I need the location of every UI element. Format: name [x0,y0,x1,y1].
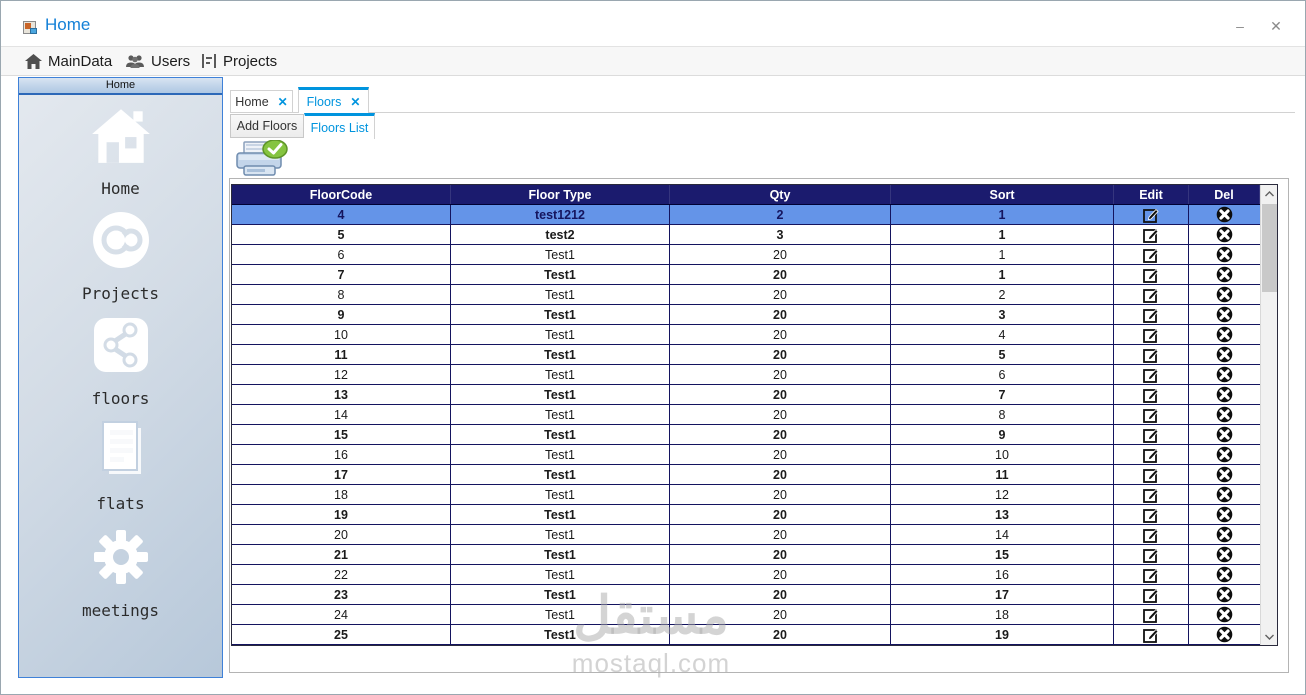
sidebar-item-label: floors [91,389,150,408]
delete-x-icon [1216,426,1233,443]
edit-pencil-icon [1143,287,1159,303]
cell-qty: 2 [670,205,891,224]
delete-button[interactable] [1189,625,1260,644]
delete-button[interactable] [1189,285,1260,304]
watermark-arabic: مستقل [573,587,729,645]
edit-pencil-icon [1143,627,1159,643]
cell-qty: 20 [670,485,891,504]
cell-floortype: Test1 [451,345,670,364]
cell-qty: 20 [670,405,891,424]
tab-add-floors[interactable]: Add Floors [230,114,304,138]
cell-floorcode: 25 [232,625,451,644]
sidebar [18,77,223,678]
cell-sort: 9 [891,425,1114,444]
sidebar-item-floors[interactable] [19,315,222,408]
sidebar-item-label: Projects [81,284,160,303]
table-row[interactable] [232,445,1260,465]
cell-sort: 7 [891,385,1114,404]
cell-floortype: Test1 [451,445,670,464]
cell-floortype: Test1 [451,585,670,604]
delete-button[interactable] [1189,485,1260,504]
cell-sort: 3 [891,305,1114,324]
cell-floortype: Test1 [451,505,670,524]
delete-button[interactable] [1189,445,1260,464]
delete-button[interactable] [1189,225,1260,244]
delete-x-icon [1216,406,1233,423]
edit-pencil-icon [1143,227,1159,243]
tab-label: Home [235,95,269,109]
table-row[interactable] [232,585,1260,605]
tab-floors-list[interactable]: Floors List [304,113,375,139]
edit-button[interactable] [1114,525,1189,544]
cell-floortype: Test1 [451,545,670,564]
edit-button[interactable] [1114,325,1189,344]
delete-x-icon [1216,286,1233,303]
delete-button[interactable] [1189,345,1260,364]
column-header-edit[interactable]: Edit [1114,185,1189,204]
cell-sort: 15 [891,545,1114,564]
cell-floorcode: 11 [232,345,451,364]
cell-floortype: Test1 [451,365,670,384]
delete-x-icon [1216,486,1233,503]
print-button[interactable] [232,140,290,178]
edit-button[interactable] [1114,465,1189,484]
edit-pencil-icon [1143,387,1159,403]
sidebar-item-label: flats [96,494,145,513]
table-row[interactable] [232,625,1260,645]
cell-qty: 20 [670,545,891,564]
delete-x-icon [1216,446,1233,463]
cell-qty: 20 [670,345,891,364]
cell-qty: 20 [670,505,891,524]
cell-floorcode: 4 [232,205,451,224]
table-row[interactable] [232,345,1260,365]
delete-x-icon [1216,606,1233,623]
cell-floortype: test1212 [451,205,670,224]
delete-x-icon [1216,306,1233,323]
cell-sort: 8 [891,405,1114,424]
delete-button[interactable] [1189,465,1260,484]
cell-qty: 20 [670,385,891,404]
delete-button[interactable] [1189,565,1260,584]
cell-floorcode: 9 [232,305,451,324]
cell-floortype: Test1 [451,245,670,264]
cell-qty: 20 [670,585,891,604]
cell-floortype: Test1 [451,285,670,304]
table-row[interactable] [232,545,1260,565]
edit-button[interactable] [1114,505,1189,524]
table-row[interactable] [232,605,1260,625]
cell-sort: 10 [891,445,1114,464]
delete-button[interactable] [1189,245,1260,264]
cell-qty: 20 [670,625,891,644]
sidebar-item-flats[interactable] [19,420,222,513]
cell-floorcode: 21 [232,545,451,564]
cell-floorcode: 18 [232,485,451,504]
delete-button[interactable] [1189,585,1260,604]
cell-qty: 20 [670,605,891,624]
sidebar-item-label: meetings [81,601,160,620]
edit-button[interactable] [1114,545,1189,564]
edit-pencil-icon [1143,367,1159,383]
table-row[interactable] [232,425,1260,445]
edit-pencil-icon [1143,467,1159,483]
edit-pencil-icon [1143,407,1159,423]
sidebar-header: Home [19,78,222,95]
delete-button[interactable] [1189,205,1260,224]
table-row[interactable] [232,265,1260,285]
cell-floortype: Test1 [451,465,670,484]
close-button[interactable]: ✕ [1270,18,1282,34]
cell-qty: 20 [670,285,891,304]
cell-floortype: Test1 [451,405,670,424]
menu-item-maindata[interactable] [21,47,116,75]
delete-button[interactable] [1189,385,1260,404]
cell-floortype: Test1 [451,605,670,624]
menu-item-label: Projects [223,52,278,70]
delete-button[interactable] [1189,305,1260,324]
edit-button[interactable] [1114,485,1189,504]
cell-sort: 2 [891,285,1114,304]
edit-pencil-icon [1143,567,1159,583]
table-row[interactable] [232,325,1260,345]
cell-floorcode: 13 [232,385,451,404]
delete-button[interactable] [1189,605,1260,624]
edit-button[interactable] [1114,565,1189,584]
edit-pencil-icon [1143,267,1159,283]
delete-x-icon [1216,526,1233,543]
circles-icon [19,210,222,270]
scrollbar-thumb[interactable] [1262,204,1277,292]
cell-floortype: Test1 [451,565,670,584]
edit-button[interactable] [1114,305,1189,324]
edit-button[interactable] [1114,365,1189,384]
edit-pencil-icon [1143,527,1159,543]
table-row[interactable] [232,245,1260,265]
cell-qty: 20 [670,425,891,444]
table-row[interactable] [232,285,1260,305]
sidebar-item-projects[interactable] [19,210,222,303]
cell-floorcode: 5 [232,225,451,244]
edit-pencil-icon [1143,307,1159,323]
cell-floortype: Test1 [451,485,670,504]
cell-qty: 20 [670,265,891,284]
delete-button[interactable] [1189,325,1260,344]
table-row[interactable] [232,365,1260,385]
cell-floorcode: 8 [232,285,451,304]
column-header-del[interactable]: Del [1189,185,1260,204]
cell-floorcode: 23 [232,585,451,604]
cell-floortype: Test1 [451,265,670,284]
cell-qty: 20 [670,565,891,584]
cell-floorcode: 17 [232,465,451,484]
cell-qty: 20 [670,445,891,464]
delete-x-icon [1216,266,1233,283]
cell-floortype: Test1 [451,325,670,344]
table-row[interactable] [232,525,1260,545]
delete-button[interactable] [1189,405,1260,424]
cell-floorcode: 6 [232,245,451,264]
edit-pencil-icon [1143,347,1159,363]
cell-sort: 14 [891,525,1114,544]
edit-button[interactable] [1114,605,1189,624]
cell-floorcode: 20 [232,525,451,544]
cell-floorcode: 24 [232,605,451,624]
cell-qty: 3 [670,225,891,244]
cell-sort: 11 [891,465,1114,484]
cell-qty: 20 [670,525,891,544]
cell-sort: 1 [891,245,1114,264]
edit-pencil-icon [1143,487,1159,503]
delete-x-icon [1216,586,1233,603]
delete-button[interactable] [1189,365,1260,384]
edit-pencil-icon [1143,207,1159,223]
cell-floortype: Test1 [451,625,670,644]
table-row[interactable] [232,485,1260,505]
table-row[interactable] [232,465,1260,485]
cell-sort: 16 [891,565,1114,584]
edit-pencil-icon [1143,607,1159,623]
delete-button[interactable] [1189,505,1260,524]
cell-sort: 1 [891,205,1114,224]
column-header-qty[interactable]: Qty [670,185,891,204]
cell-qty: 20 [670,245,891,264]
cell-sort: 4 [891,325,1114,344]
scrollbar-up-icon[interactable] [1261,185,1278,202]
cell-sort: 19 [891,625,1114,644]
cell-qty: 20 [670,365,891,384]
edit-button[interactable] [1114,445,1189,464]
delete-x-icon [1216,506,1233,523]
delete-x-icon [1216,346,1233,363]
edit-pencil-icon [1143,327,1159,343]
tab-label: Floors [306,94,342,109]
cell-floortype: Test1 [451,385,670,404]
delete-x-icon [1216,466,1233,483]
menu-item-label: MainData [48,52,113,70]
cell-sort: 1 [891,265,1114,284]
tab-home[interactable] [230,90,293,113]
delete-x-icon [1216,326,1233,343]
grid-header-row [232,185,1260,205]
cell-floorcode: 10 [232,325,451,344]
table-row[interactable] [232,305,1260,325]
edit-pencil-icon [1143,247,1159,263]
projects-icon [201,53,217,69]
sidebar-item-meetings[interactable] [19,527,222,620]
cell-floorcode: 19 [232,505,451,524]
column-header-floorcode[interactable]: FloorCode [232,185,451,204]
tabstrip-divider [230,112,1295,113]
delete-x-icon [1216,206,1233,223]
edit-button[interactable] [1114,585,1189,604]
cell-floortype: Test1 [451,525,670,544]
menu-item-label: Users [151,52,191,70]
edit-button[interactable] [1114,205,1189,224]
cell-sort: 18 [891,605,1114,624]
tab-floors[interactable] [298,87,369,113]
edit-pencil-icon [1143,427,1159,443]
cell-floortype: Test1 [451,425,670,444]
edit-button[interactable] [1114,405,1189,424]
cell-qty: 20 [670,305,891,324]
delete-x-icon [1216,366,1233,383]
delete-x-icon [1216,566,1233,583]
edit-pencil-icon [1143,447,1159,463]
delete-button[interactable] [1189,425,1260,444]
cell-floorcode: 15 [232,425,451,444]
table-row[interactable] [232,565,1260,585]
delete-x-icon [1216,626,1233,643]
delete-x-icon [1216,386,1233,403]
delete-x-icon [1216,226,1233,243]
grid-body [232,205,1260,645]
edit-button[interactable] [1114,625,1189,644]
share-icon [19,315,222,375]
sidebar-item-home[interactable] [19,105,222,198]
cell-sort: 17 [891,585,1114,604]
menu-item-users[interactable] [122,47,194,75]
cell-qty: 20 [670,325,891,344]
cell-sort: 12 [891,485,1114,504]
minimize-button[interactable]: – [1236,18,1244,34]
gear-icon [19,527,222,587]
cell-qty: 20 [670,465,891,484]
table-row[interactable] [232,225,1260,245]
edit-button[interactable] [1114,425,1189,444]
edit-button[interactable] [1114,385,1189,404]
cell-sort: 1 [891,225,1114,244]
watermark-latin: mostaql.com [571,648,731,678]
home-icon [25,54,42,69]
column-header-sort[interactable]: Sort [891,185,1114,204]
cell-sort: 5 [891,345,1114,364]
table-row[interactable] [232,405,1260,425]
edit-button[interactable] [1114,265,1189,284]
title-bar [1,1,1305,46]
delete-button[interactable] [1189,525,1260,544]
column-header-floortype[interactable]: Floor Type [451,185,670,204]
delete-x-icon [1216,246,1233,263]
table-row[interactable] [232,205,1260,225]
edit-button[interactable] [1114,345,1189,364]
cell-sort: 13 [891,505,1114,524]
cell-floorcode: 16 [232,445,451,464]
cell-sort: 6 [891,365,1114,384]
edit-button[interactable] [1114,285,1189,304]
delete-button[interactable] [1189,265,1260,284]
cell-floorcode: 22 [232,565,451,584]
vertical-scrollbar[interactable] [1260,185,1277,645]
cell-floorcode: 14 [232,405,451,424]
edit-pencil-icon [1143,507,1159,523]
edit-pencil-icon [1143,587,1159,603]
users-icon [126,54,145,69]
delete-button[interactable] [1189,545,1260,564]
edit-button[interactable] [1114,225,1189,244]
document-icon [19,420,222,480]
cell-floorcode: 7 [232,265,451,284]
table-row[interactable] [232,505,1260,525]
cell-floorcode: 12 [232,365,451,384]
menu-bar [1,46,1305,76]
home-icon [19,105,222,165]
table-row[interactable] [232,385,1260,405]
window-title: Home [45,15,91,34]
edit-pencil-icon [1143,547,1159,563]
floors-grid [231,184,1278,646]
menu-item-projects[interactable] [197,47,281,75]
sidebar-item-label: Home [101,179,140,198]
cell-floortype: test2 [451,225,670,244]
app-icon [23,19,39,35]
tab-close-icon[interactable]: ✕ [350,94,361,109]
scrollbar-down-icon[interactable] [1261,628,1278,645]
edit-button[interactable] [1114,245,1189,264]
delete-x-icon [1216,546,1233,563]
tab-close-icon[interactable]: ✕ [277,95,288,109]
cell-floortype: Test1 [451,305,670,324]
